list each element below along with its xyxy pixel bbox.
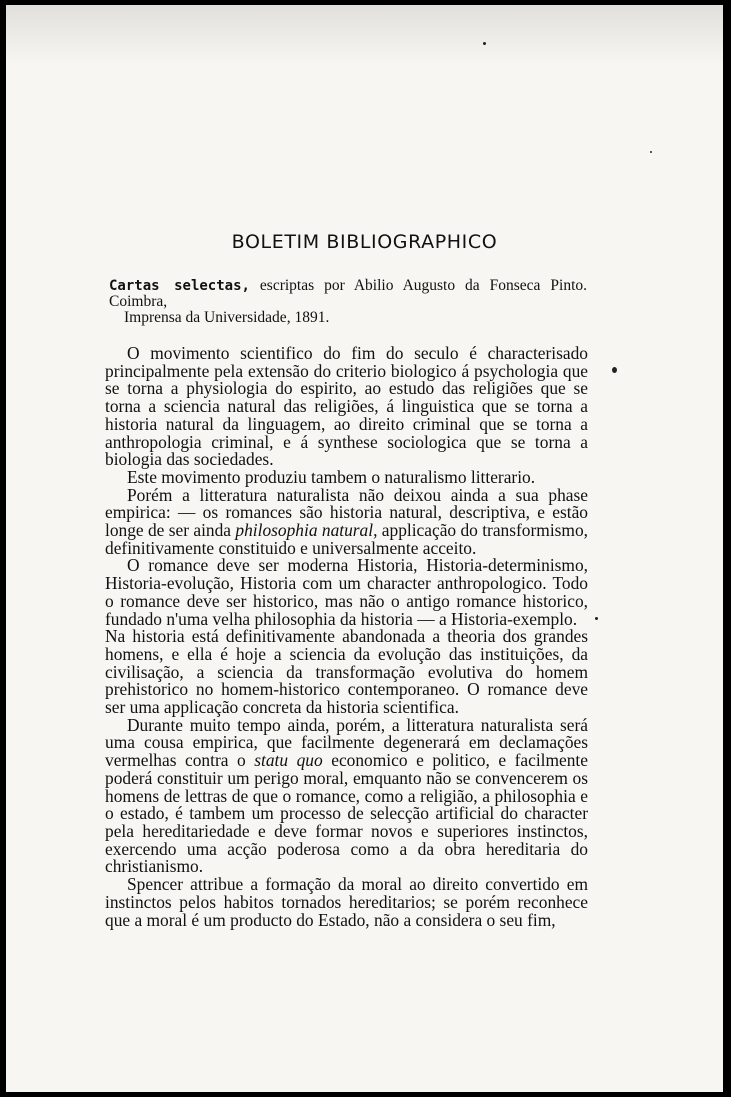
emphasis: philosophia natural,	[235, 520, 378, 541]
paragraph: Durante muito tempo ainda, porém, a litteratura naturalista será uma cousa empirica, que facilmente degenerará em declamações vermelhas contra o statu quo economico e politico, e facilmente poderá constituir um perigo moral, emquanto não se convencerem os homens de lettras de que o romance, como a religião, a philosophia e o estado, é tambem um processo de selecção artificial do character pela hereditariedade e deve formar novos e superiores instinctos, exercendo uma acção poderosa como a da obra hereditaria do christianismo.	[105, 714, 588, 877]
citation-publisher: Imprensa da Universidade, 1891.	[124, 309, 330, 326]
scanned-page	[6, 5, 723, 1092]
paragraph: O romance deve ser moderna Historia, Historia-determinismo, Historia-evolução, Historia com um character anthropologico. Todo o romance deve ser historico, mas não o antigo romance historico, fundado n'uma velha philosophia da historia — a Historia-exemplo.	[105, 555, 588, 629]
ink-speck	[650, 151, 652, 153]
paragraph: Este movimento produziu tambem o naturalismo litterario.	[127, 466, 536, 487]
paragraph: Porém a litteratura naturalista não deixou ainda a sua phase empirica: — os romances são historia natural, descriptiva, e estão longe de ser ainda philosophia natural, applicação do transformismo, definitivamente constituido e universalmente acceito.	[105, 484, 588, 558]
ink-speck	[612, 367, 617, 373]
page-title: BOLETIM BIBLIOGRAPHICO	[231, 231, 498, 253]
paragraph: Spencer attribue a formação da moral ao direito convertido em instinctos pelos habitos tornados hereditarios; se porém reconhece que a moral é um producto do Estado, não a considera o seu fim,	[105, 874, 588, 930]
citation-details: escriptas por Abilio Augusto da Fonseca Pinto. Coimbra,	[109, 277, 588, 310]
paragraph: O movimento scientifico do fim do seculo é characterisado principalmente pela extensão do criterio biologico á psychologia que se torna a physiologia do espirito, ao estudo das religiões que se torna a sciencia natural das religiões, á linguistica que se torna a historia natural da linguagem, ao direito criminal que se torna a anthropologia criminal, e á synthese sociologica que se torna a biologia das sociedades.	[105, 343, 588, 470]
paragraph: Na historia está definitivamente abandonada a theoria dos grandes homens, e ella é hoje a sciencia da evolução das instituições, da civilisação, a sciencia da transformação evolutiva do homem prehistorico no homem-historico contemporaneo. O romance deve ser uma applicação concreta da historia scientifica.	[105, 626, 588, 718]
ink-speck	[483, 42, 486, 45]
ink-speck	[595, 617, 598, 620]
book-citation	[109, 278, 587, 326]
scan-shadow	[6, 5, 723, 65]
review-body	[105, 345, 588, 929]
citation-title: Cartas selectas,	[109, 278, 250, 294]
emphasis: statu quo	[254, 750, 323, 771]
